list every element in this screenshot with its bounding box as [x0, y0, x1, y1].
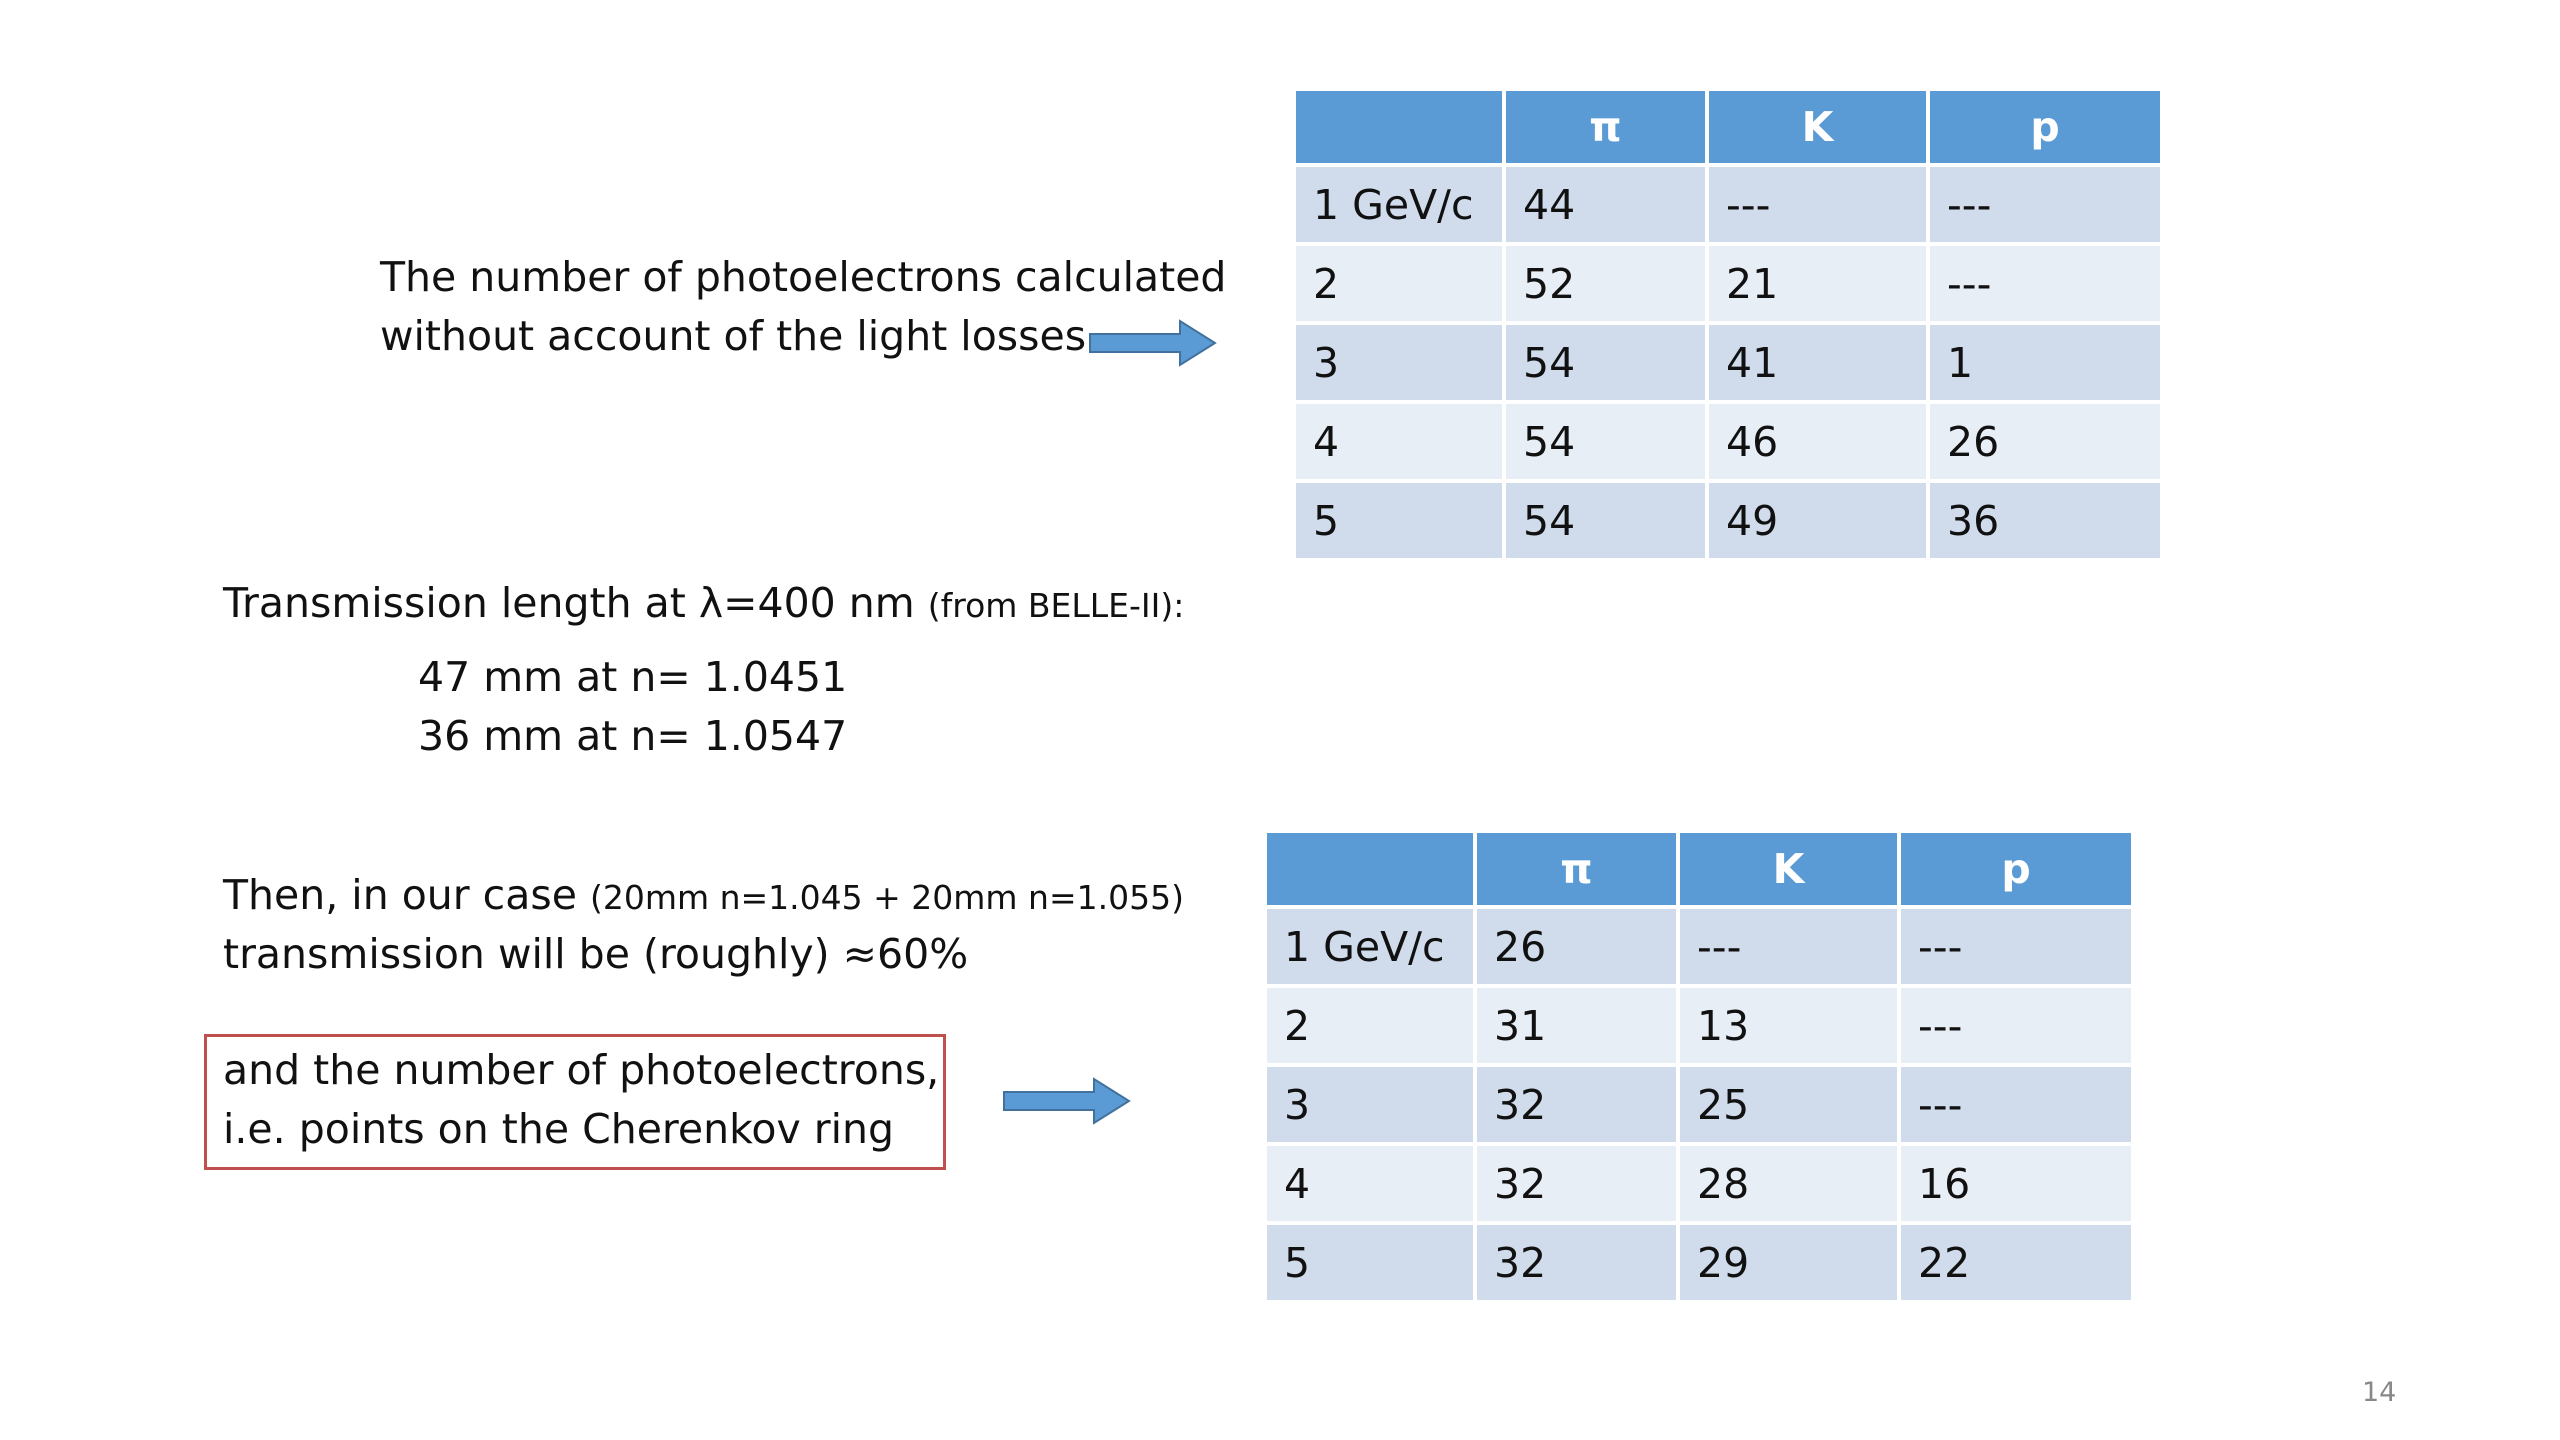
lambda-symbol: λ: [698, 579, 724, 627]
proton-cell: ---: [1930, 167, 2160, 242]
photoelectron-table-with-losses: [1263, 829, 2135, 1304]
table-row: [1267, 909, 2131, 984]
pion-cell: 54: [1506, 325, 1705, 400]
kaon-cell: 41: [1709, 325, 1926, 400]
kaon-cell: ---: [1680, 909, 1897, 984]
kaon-cell: 46: [1709, 404, 1926, 479]
header-cell: [1267, 833, 1473, 905]
table-row: [1296, 246, 2160, 321]
proton-cell: 22: [1901, 1225, 2131, 1300]
pion-cell: 32: [1477, 1146, 1676, 1221]
table-row: [1267, 988, 2131, 1063]
page-number: 14: [2362, 1377, 2397, 1408]
transmission-source: (from BELLE-II):: [927, 586, 1185, 625]
proton-cell: 36: [1930, 483, 2160, 558]
pion-cell: 52: [1506, 246, 1705, 321]
momentum-cell: 3: [1296, 325, 1502, 400]
callout-line-1: and the number of photoelectrons,: [223, 1046, 940, 1094]
transmission-row-2: 36 mm at n= 1.0547: [418, 712, 848, 760]
pion-cell: 54: [1506, 483, 1705, 558]
table-row: [1267, 1067, 2131, 1142]
proton-cell: ---: [1930, 246, 2160, 321]
momentum-cell: 1 GeV/c: [1267, 909, 1473, 984]
table-row: [1296, 483, 2160, 558]
table-row: [1296, 404, 2160, 479]
case-prefix: Then, in our case: [223, 871, 590, 919]
proton-cell: 1: [1930, 325, 2160, 400]
pion-cell: 31: [1477, 988, 1676, 1063]
kaon-cell: 21: [1709, 246, 1926, 321]
case-detail: (20mm n=1.045 + 20mm n=1.055): [589, 878, 1184, 917]
header-cell-proton: p: [1901, 833, 2131, 905]
callout-line-2: i.e. points on the Cherenkov ring: [223, 1105, 895, 1153]
header-cell-proton: p: [1930, 91, 2160, 163]
kaon-cell: 29: [1680, 1225, 1897, 1300]
header-cell-kaon: K: [1680, 833, 1897, 905]
proton-cell: ---: [1901, 909, 2131, 984]
right-arrow-icon: [1002, 1076, 1132, 1126]
table-row: [1267, 1146, 2131, 1221]
transmission-row-1: 47 mm at n= 1.0451: [418, 653, 848, 701]
pion-cell: 32: [1477, 1067, 1676, 1142]
right-arrow-icon: [1088, 318, 1218, 368]
table-row: [1267, 1225, 2131, 1300]
transmission-heading: [223, 574, 1184, 635]
header-cell-pion: π: [1477, 833, 1676, 905]
momentum-cell: 5: [1296, 483, 1502, 558]
momentum-cell: 2: [1267, 988, 1473, 1063]
transmission-prefix: Transmission length at: [223, 579, 699, 627]
header-cell-pion: π: [1506, 91, 1705, 163]
table-header-row: [1267, 833, 2131, 905]
momentum-cell: 1 GeV/c: [1296, 167, 1502, 242]
intro-line-1: The number of photoelectrons calculated: [380, 253, 1227, 301]
case-line-2: transmission will be (roughly) ≈60%: [223, 930, 969, 978]
pion-cell: 44: [1506, 167, 1705, 242]
proton-cell: 26: [1930, 404, 2160, 479]
momentum-cell: 2: [1296, 246, 1502, 321]
momentum-cell: 4: [1296, 404, 1502, 479]
kaon-cell: 13: [1680, 988, 1897, 1063]
proton-cell: 16: [1901, 1146, 2131, 1221]
proton-cell: ---: [1901, 988, 2131, 1063]
pion-cell: 54: [1506, 404, 1705, 479]
table-header-row: [1296, 91, 2160, 163]
kaon-cell: 49: [1709, 483, 1926, 558]
proton-cell: ---: [1901, 1067, 2131, 1142]
intro-line-2: without account of the light losses: [380, 312, 1087, 360]
kaon-cell: 28: [1680, 1146, 1897, 1221]
table-row: [1296, 325, 2160, 400]
transmission-value: =400 nm: [723, 579, 928, 627]
pion-cell: 26: [1477, 909, 1676, 984]
case-line-1: [223, 866, 1184, 927]
momentum-cell: 3: [1267, 1067, 1473, 1142]
photoelectron-table-no-losses: [1292, 87, 2164, 562]
table-row: [1296, 167, 2160, 242]
momentum-cell: 4: [1267, 1146, 1473, 1221]
momentum-cell: 5: [1267, 1225, 1473, 1300]
kaon-cell: 25: [1680, 1067, 1897, 1142]
header-cell: [1296, 91, 1502, 163]
header-cell-kaon: K: [1709, 91, 1926, 163]
pion-cell: 32: [1477, 1225, 1676, 1300]
kaon-cell: ---: [1709, 167, 1926, 242]
